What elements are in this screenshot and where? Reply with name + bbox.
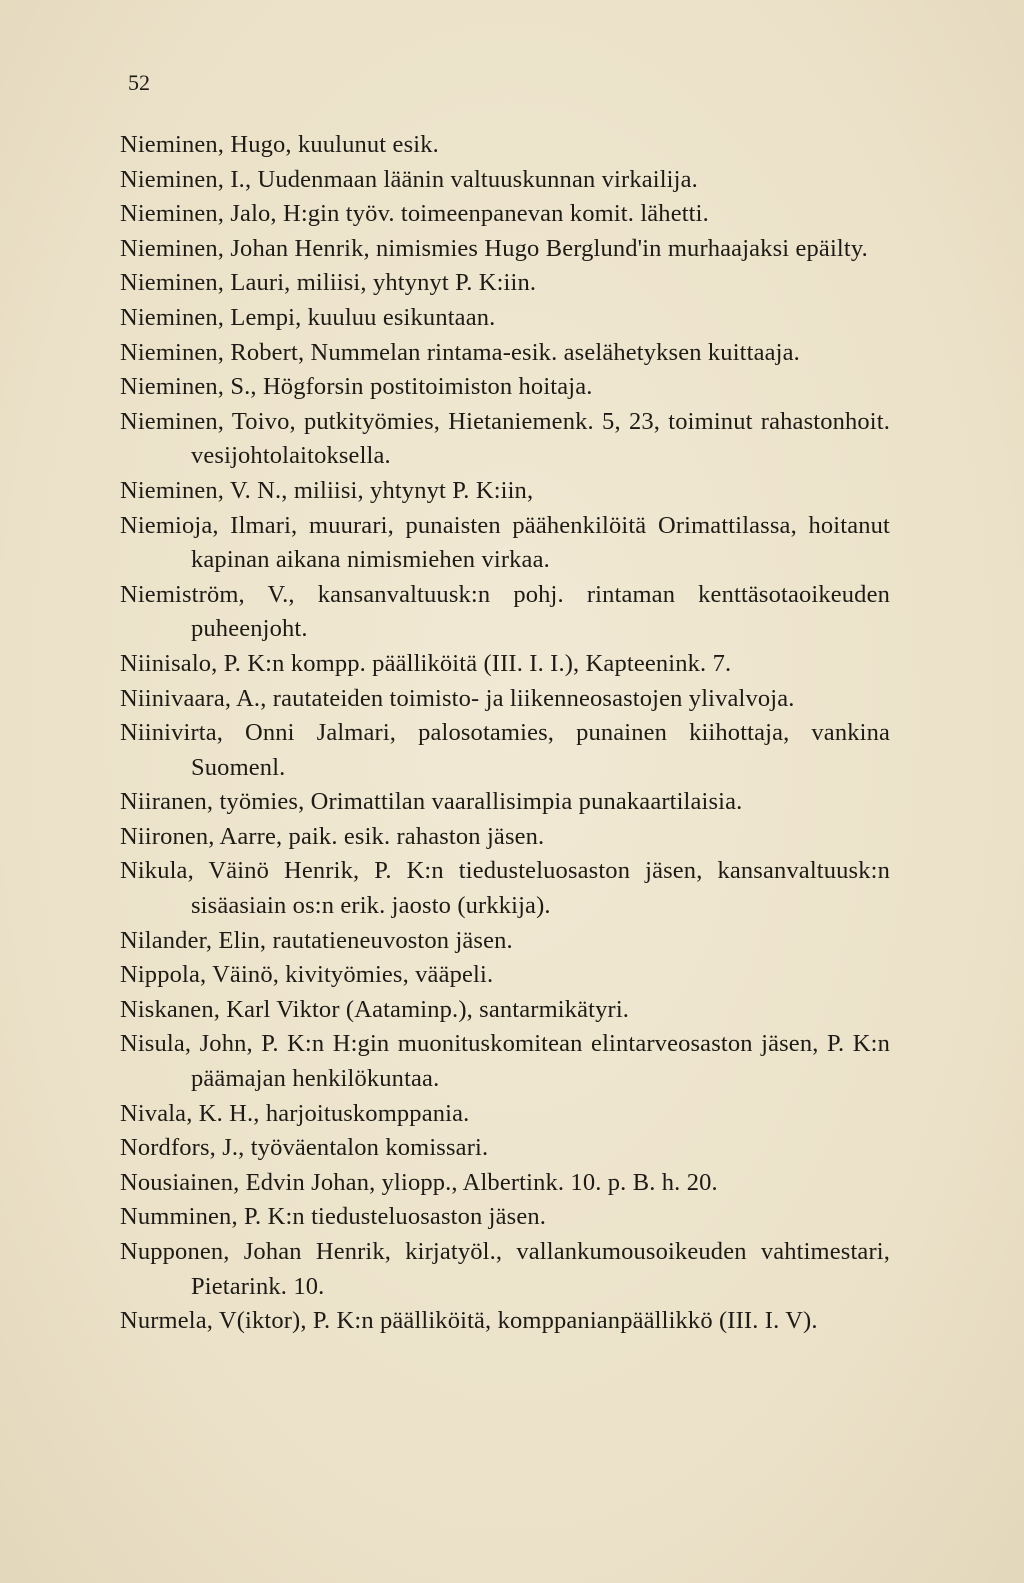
list-item: Nilander, Elin, rautatieneuvoston jäsen.	[120, 926, 513, 954]
list-item: Niemiström, V., kansanvaltuusk:n pohj. rintaman kenttäsotaoikeuden puheenjoht.	[120, 580, 890, 643]
list-item: Niskanen, Karl Viktor (Aataminp.), santarmikätyri.	[120, 995, 630, 1023]
list-item: Nieminen, I., Uudenmaan läänin valtuuskunnan virkailija.	[120, 165, 698, 193]
list-item: Nousiainen, Edvin Johan, yliopp., Albertink. 10. p. B. h. 20.	[120, 1168, 718, 1196]
list-item: Niiranen, työmies, Orimattilan vaarallisimpia punakaartilaisia.	[120, 788, 743, 816]
list-item: Nieminen, Toivo, putkityömies, Hietaniemenk. 5, 23, toiminut rahastonhoit. vesijohtolaitoksella.	[120, 407, 890, 470]
list-item: Nieminen, Hugo, kuulunut esik.	[120, 131, 439, 158]
list-item: Nikula, Väinö Henrik, P. K:n tiedusteluosaston jäsen, kansanvaltuusk:n sisäasiain os:n erik. jaosto (urkkija).	[120, 857, 890, 920]
list-item: Nippola, Väinö, kivityömies, vääpeli.	[120, 961, 494, 989]
list-item: Nieminen, Robert, Nummelan rintama-esik. aselähetyksen kuittaaja.	[120, 338, 800, 366]
list-item: Nieminen, V. N., miliisi, yhtynyt P. K:iin,	[120, 476, 534, 504]
list-item: Nupponen, Johan Henrik, kirjatyöl., vallankumousoikeuden vahtimestari, Pietarink. 10.	[120, 1238, 890, 1300]
list-item: Nieminen, Lauri, miliisi, yhtynyt P. K:iin.	[120, 269, 537, 297]
list-item: Nivala, K. H., harjoituskomppania.	[120, 1099, 470, 1127]
list-item: Nordfors, J., työväentalon komissari.	[120, 1134, 489, 1162]
list-item: Nieminen, S., Högforsin postitoimiston hoitaja.	[120, 373, 593, 401]
list-item: Niinisalo, P. K:n kompp. päälliköitä (III. I. I.), Kapteenink. 7.	[120, 649, 732, 677]
list-item: Numminen, P. K:n tiedusteluosaston jäsen.	[120, 1203, 547, 1231]
list-item: Niinivaara, A., rautateiden toimisto- ja liikenneosastojen ylivalvoja.	[120, 684, 795, 712]
list-item: Nieminen, Lempi, kuuluu esikuntaan.	[120, 303, 496, 331]
list-item: Nieminen, Jalo, H:gin työv. toimeenpanevan komit. lähetti.	[120, 200, 709, 228]
list-item: Niemioja, Ilmari, muurari, punaisten päähenkilöitä Orimattilassa, hoitanut kapinan aikana nimismiehen virkaa.	[120, 511, 890, 574]
list-item: Niironen, Aarre, paik. esik. rahaston jäsen.	[120, 822, 545, 850]
list-item: Nieminen, Johan Henrik, nimismies Hugo Berglund'in murhaajaksi epäilty.	[120, 234, 868, 262]
entry-list	[120, 128, 890, 1339]
list-item: Niinivirta, Onni Jalmari, palosotamies, punainen kiihottaja, vankina Suomenl.	[120, 719, 890, 781]
page-number: 52	[128, 70, 150, 95]
list-item: Nisula, John, P. K:n H:gin muonituskomitean elintarveosaston jäsen, P. K:n päämajan henkilökuntaa.	[120, 1030, 890, 1093]
list-item: Nurmela, V(iktor), P. K:n päälliköitä, komppanianpäällikkö (III. I. V).	[120, 1307, 818, 1335]
